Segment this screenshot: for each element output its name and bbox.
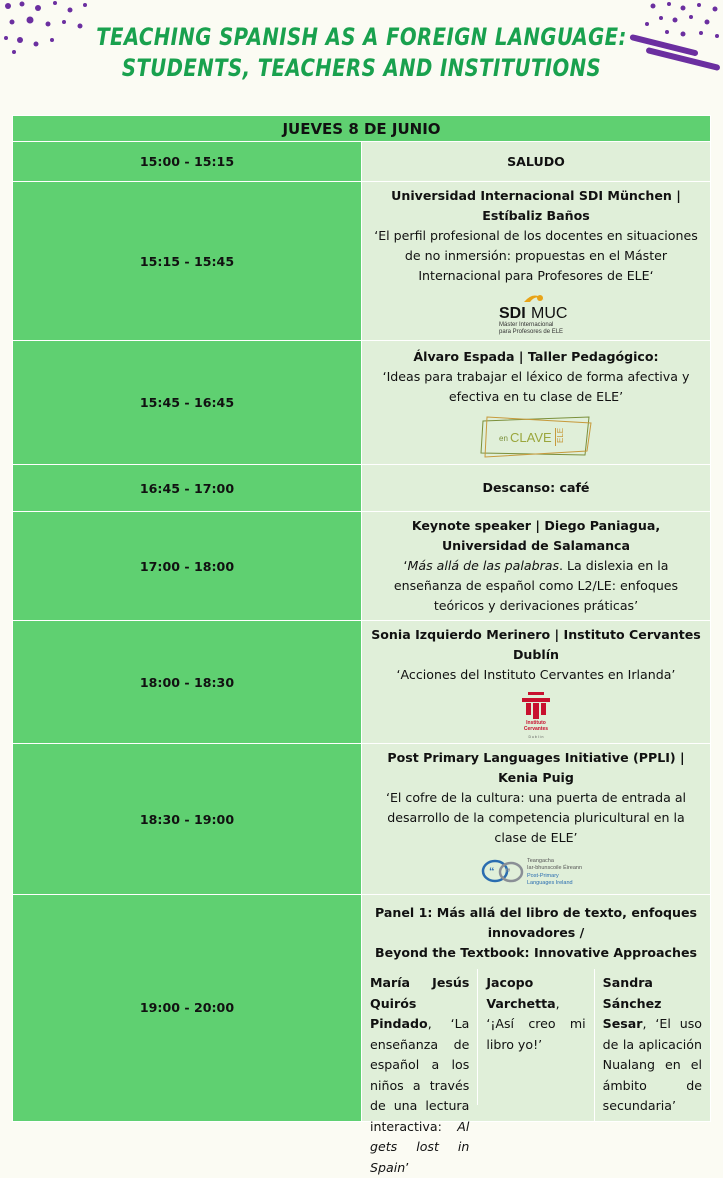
session-text: ‘Acciones del Instituto Cervantes en Irlanda’ [396,667,676,682]
session-text: ‘Ideas para trabajar el léxico de forma afectiva y efectiva en tu clase de ELE’ [382,368,690,404]
sdi-muc-logo [370,292,702,336]
svg-text:en: en [499,433,508,443]
program-row [13,465,711,512]
svg-text:Iar-bhunscoile Éireann: Iar-bhunscoile Éireann [527,865,583,871]
svg-text:Languages Ireland: Languages Ireland [527,880,573,886]
panelist-item: Jacopo Varchetta, ‘¡Así creo mi libro yo!’ [478,969,594,1121]
panelist-item: María Jesús Quirós Pindado, ‘La enseñanza de español a los niños a través de una lectura interactiva: Al gets lost in Spain’ [362,969,478,1105]
session-cell [362,512,711,621]
svg-text:“: “ [489,866,495,878]
page-title [65,22,658,84]
session-cell [362,621,711,744]
time-slot: 16:45 - 17:00 [13,465,362,512]
title-line-2: STUDENTS, TEACHERS AND INSTITUTIONS [121,54,602,82]
ppli-logo [370,854,702,890]
panelist-item: Sandra Sánchez Sesar, ‘El uso de la aplicación Nualang en el ámbito de secundaria’ [595,969,710,1121]
time-slot: 15:45 - 16:45 [13,341,362,465]
svg-text:Máster Internacional: Máster Internacional [499,322,554,328]
panel-cell [362,895,711,1175]
time-slot: 17:00 - 18:00 [13,512,362,621]
svg-text:D u b l í n: D u b l í n [528,735,544,739]
session-cell [362,744,711,895]
session-title: Universidad Internacional SDI München | Estíbaliz Baños [391,188,681,223]
program-row [13,182,711,341]
program-row [13,895,711,1122]
program-row [13,142,711,182]
session-text: ‘El perfil profesional de los docentes en situaciones de no inmersión: propuestas en el Máster Internacional para Profesores de ELE‘ [374,228,698,283]
session-title: Descanso: café [362,465,711,512]
session-text: ‘El cofre de la cultura: una puerta de entrada al desarrollo de la competencia pluricultural en la clase de ELE’ [385,790,687,845]
svg-text:para Profesores de ELE: para Profesores de ELE [499,329,564,335]
svg-text:CLAVE: CLAVE [510,429,552,445]
time-slot: 15:00 - 15:15 [13,142,362,182]
time-slot: 19:00 - 20:00 [13,895,362,1122]
panelists [362,969,710,1175]
program-table [12,115,711,1175]
session-cell [362,182,711,341]
svg-text:ELE: ELE [556,427,565,443]
session-cell [362,341,711,465]
time-slot: 15:15 - 15:45 [13,182,362,341]
program-row [13,512,711,621]
title-line-1: TEACHING SPANISH AS A FOREIGN LANGUAGE: [96,23,627,51]
panel-title-line-1: Panel 1: Más allá del libro de texto, enfoques innovadores / [375,905,697,940]
panel-title-line-2: Beyond the Textbook: Innovative Approaches [374,945,698,960]
svg-text:SDI: SDI [499,305,526,322]
instituto-cervantes-logo [370,691,702,739]
program-row [13,341,711,465]
time-slot: 18:30 - 19:00 [13,744,362,895]
program-row [13,744,711,895]
session-title: SALUDO [362,142,711,182]
session-title: Keynote speaker | Diego Paniagua, Universidad de Salamanca [411,518,661,553]
session-title: Sonia Izquierdo Merinero | Instituto Cervantes Dublín [371,627,701,662]
svg-text:Cervantes: Cervantes [523,726,549,732]
enclave-ele-logo [370,413,702,459]
program-row [13,621,711,744]
day-heading: JUEVES 8 DE JUNIO [13,116,711,142]
time-slot: 18:00 - 18:30 [13,621,362,744]
svg-text:Instituto: Instituto [526,720,546,726]
session-title: Álvaro Espada | Taller Pedagógico: [413,348,659,364]
svg-text:”: ” [505,867,511,879]
svg-text:Post-Primary: Post-Primary [527,873,559,879]
svg-text:Teangacha: Teangacha [527,858,554,864]
day-heading-row [13,116,711,142]
session-text: ‘Más allá de las palabras. La dislexia en la enseñanza de español como L2/LE: enfoques teóricos y derivaciones práticas’ [393,558,679,613]
svg-text:MUC: MUC [531,305,568,322]
session-title: Post Primary Languages Initiative (PPLI) | Kenia Puig [387,750,685,785]
